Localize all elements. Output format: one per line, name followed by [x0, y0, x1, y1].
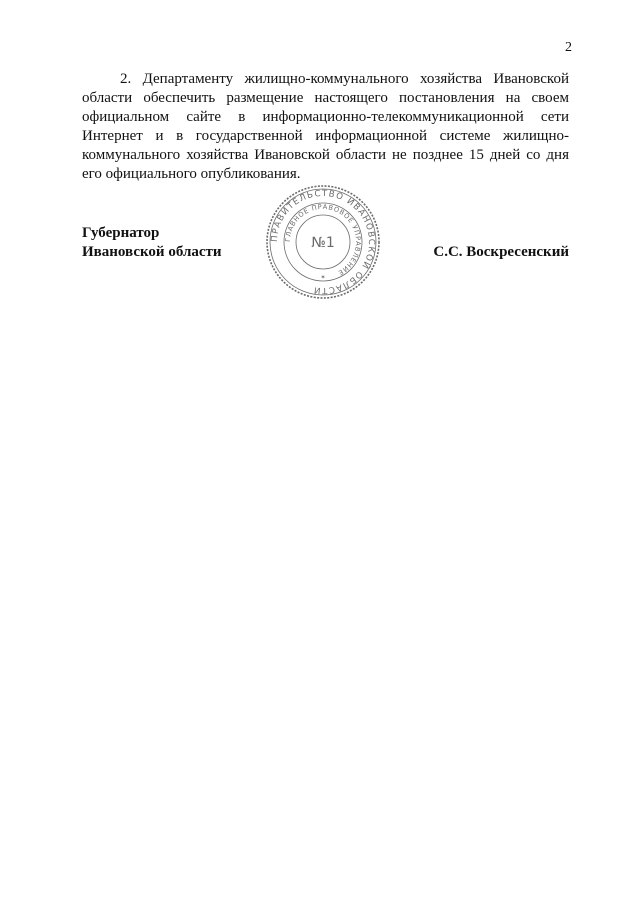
seal-graphic	[265, 184, 381, 300]
signer-title	[82, 224, 222, 262]
seal-outer-text: ПРАВИТЕЛЬСТВО ИВАНОВСКОЙ ОБЛАСТИ	[269, 188, 377, 296]
paragraph-2: 2. Департаменту жилищно-коммунального хозяйства Ивановской области обеспечить размещение настоящего постановления на своем официальном сайте в информационно-телекоммуникационной сети Интернет и в государственной информационной системе жилищно-коммунального хозяйства Ивановской области не позднее 15 дней со дня его официального опубликования.	[82, 71, 569, 182]
seal-inner-text: ГЛАВНОЕ ПРАВОВОЕ УПРАВЛЕНИЕ	[283, 202, 363, 278]
page-number: 2	[565, 40, 572, 55]
signer-title-line2: Ивановской области	[82, 244, 222, 260]
signer-title-line1: Губернатор	[82, 225, 160, 241]
signer-name: С.С. Воскресенский	[433, 244, 569, 260]
seal-number: №1	[311, 235, 335, 251]
signature-block	[82, 188, 569, 314]
official-seal	[265, 184, 381, 300]
seal-star-icon: ✶	[320, 274, 326, 281]
